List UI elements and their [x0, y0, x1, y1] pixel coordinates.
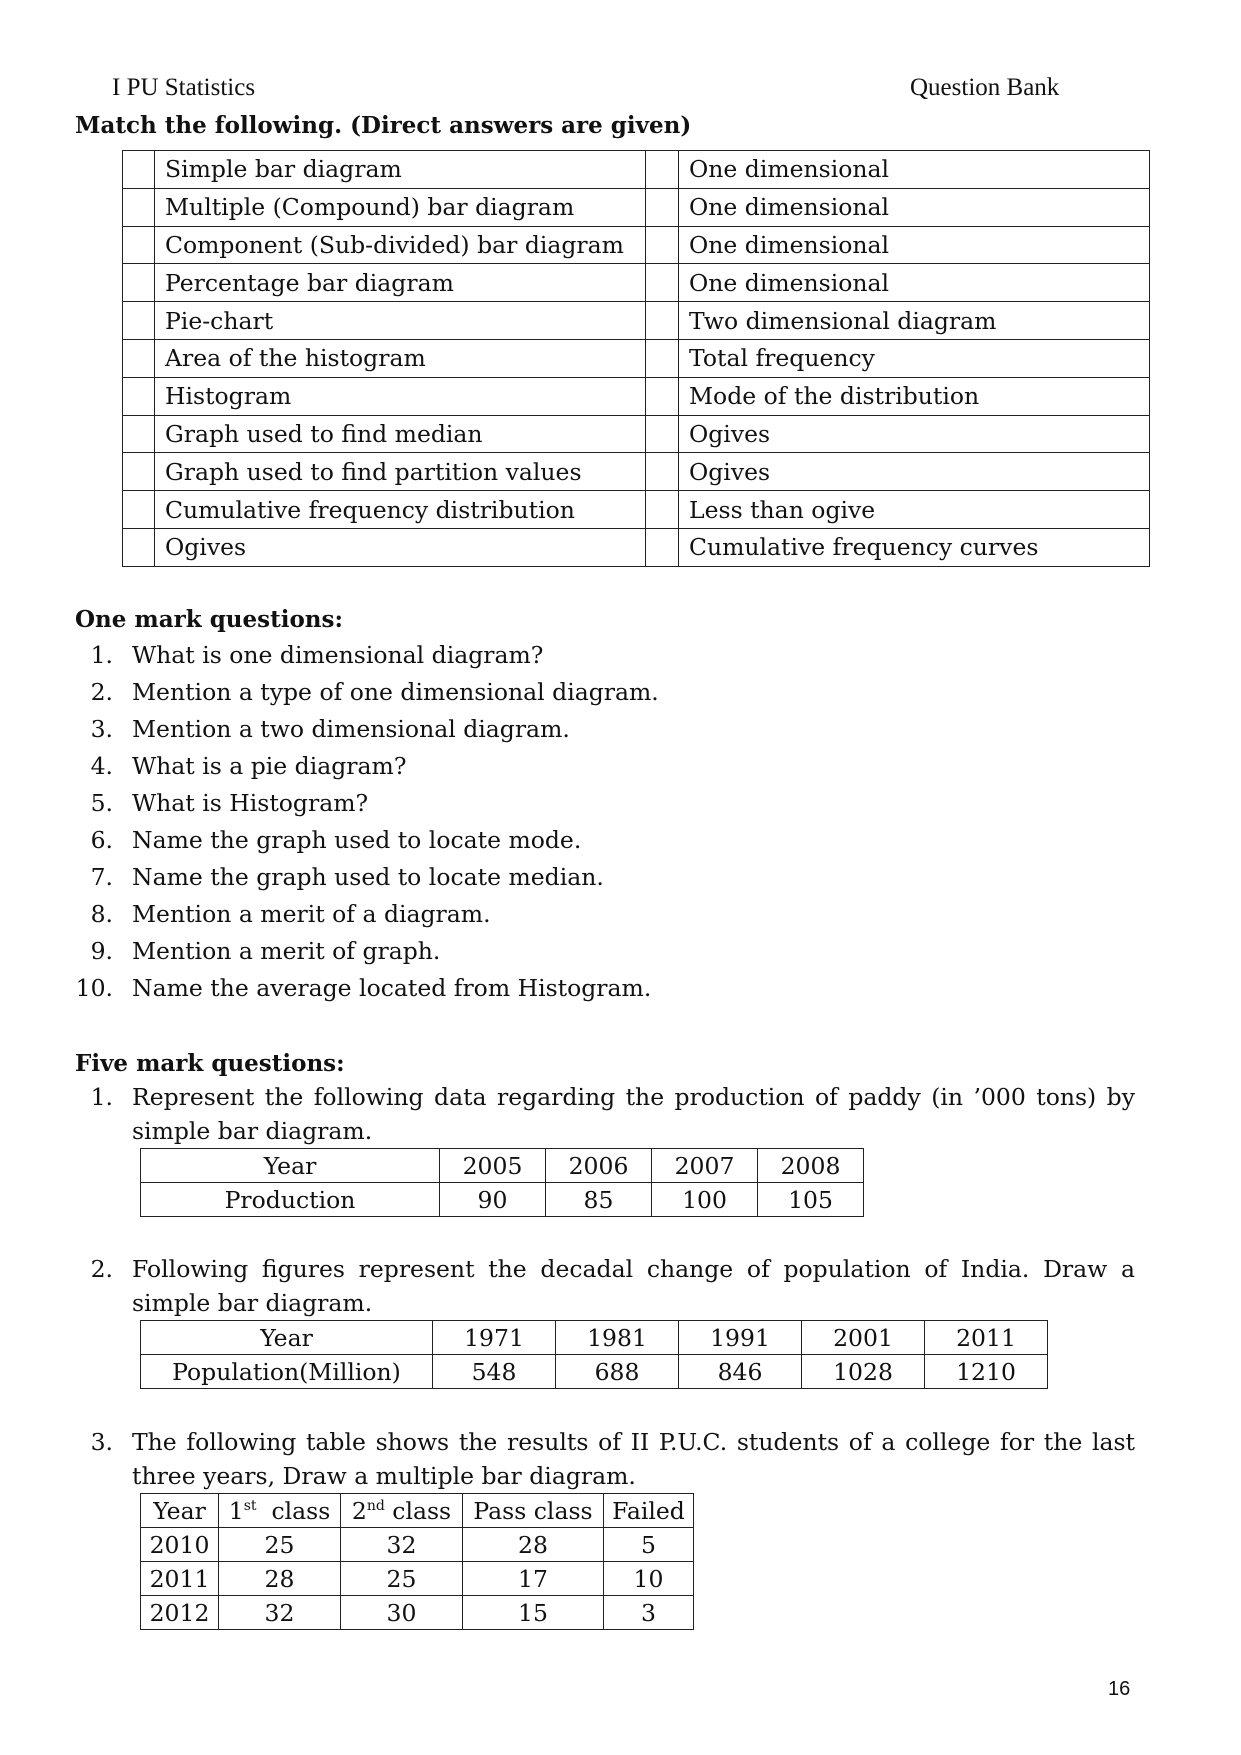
answer-blank-left — [123, 339, 155, 377]
match-row — [123, 302, 1150, 340]
match-row — [123, 188, 1150, 226]
results-table — [140, 1493, 694, 1630]
match-right-item: Less than ogive — [679, 491, 1150, 529]
table-header-cell: 1st class — [219, 1494, 341, 1528]
match-left-item: Component (Sub-divided) bar diagram — [155, 226, 646, 264]
table-cell: 846 — [679, 1355, 802, 1389]
question-text: Mention a type of one dimensional diagram. — [132, 678, 659, 706]
match-right-item: One dimensional — [679, 151, 1150, 189]
table-cell: 10 — [604, 1562, 694, 1596]
question-number: 1. — [90, 641, 113, 669]
match-row — [123, 528, 1150, 566]
table-header-cell: Failed — [604, 1494, 694, 1528]
match-row — [123, 264, 1150, 302]
question-text: Name the graph used to locate mode. — [132, 826, 582, 854]
question-text: The following table shows the results of II P.U.C. students of a college for the last three years, Draw a multiple bar diagram. — [132, 1428, 1135, 1490]
question-number: 3. — [90, 1428, 113, 1456]
table-cell: 2005 — [440, 1149, 546, 1183]
match-table — [122, 150, 1150, 567]
table-header-cell: Pass class — [463, 1494, 604, 1528]
table-header-cell: Production — [141, 1183, 440, 1217]
question-text: What is one dimensional diagram? — [132, 641, 544, 669]
table-row — [141, 1321, 1048, 1355]
table-cell: 3 — [604, 1596, 694, 1630]
match-left-item: Multiple (Compound) bar diagram — [155, 188, 646, 226]
answer-blank-right — [646, 528, 679, 566]
table-cell: 15 — [463, 1596, 604, 1630]
table-row — [141, 1562, 694, 1596]
table-header-cell: Year — [141, 1494, 219, 1528]
list-item — [75, 641, 544, 678]
list-item — [75, 789, 369, 826]
question-text: Mention a merit of a diagram. — [132, 900, 491, 928]
table-cell: 30 — [341, 1596, 463, 1630]
list-item — [75, 937, 441, 974]
five-mark-question-1 — [75, 1080, 1135, 1150]
question-number: 8. — [90, 900, 113, 928]
table-cell: 85 — [546, 1183, 652, 1217]
answer-blank-left — [123, 226, 155, 264]
match-left-item: Pie-chart — [155, 302, 646, 340]
match-left-item: Percentage bar diagram — [155, 264, 646, 302]
table-cell: 100 — [652, 1183, 758, 1217]
table-cell: 688 — [556, 1355, 679, 1389]
page-number: 16 — [1108, 1678, 1131, 1700]
match-row — [123, 415, 1150, 453]
table-header-row — [141, 1494, 694, 1528]
table-cell: 2012 — [141, 1596, 219, 1630]
answer-blank-right — [646, 377, 679, 415]
paddy-production-table — [140, 1148, 864, 1217]
table-cell: 2001 — [802, 1321, 925, 1355]
match-right-item: Mode of the distribution — [679, 377, 1150, 415]
table-cell: 5 — [604, 1528, 694, 1562]
five-mark-question-3 — [75, 1425, 1135, 1495]
question-text: Following figures represent the decadal change of population of India. Draw a simple bar diagram. — [132, 1255, 1135, 1317]
table-row — [141, 1355, 1048, 1389]
match-row — [123, 453, 1150, 491]
table-cell: 28 — [463, 1528, 604, 1562]
table-row — [141, 1149, 864, 1183]
match-left-item: Graph used to find median — [155, 415, 646, 453]
answer-blank-left — [123, 491, 155, 529]
table-cell: 2011 — [141, 1562, 219, 1596]
answer-blank-left — [123, 264, 155, 302]
table-cell: 2008 — [758, 1149, 864, 1183]
match-row — [123, 151, 1150, 189]
question-text: Name the graph used to locate median. — [132, 863, 604, 891]
list-item — [75, 678, 659, 715]
match-right-item: Two dimensional diagram — [679, 302, 1150, 340]
match-row — [123, 377, 1150, 415]
match-right-item: Total frequency — [679, 339, 1150, 377]
table-header-cell: 2nd class — [341, 1494, 463, 1528]
question-number: 7. — [90, 863, 113, 891]
match-left-item: Simple bar diagram — [155, 151, 646, 189]
list-item — [75, 826, 582, 863]
question-text: Mention a merit of graph. — [132, 937, 441, 965]
five-mark-title: Five mark questions: — [75, 1050, 345, 1077]
match-left-item: Graph used to find partition values — [155, 453, 646, 491]
list-item — [75, 752, 407, 789]
table-header-cell: Population(Million) — [141, 1355, 433, 1389]
table-cell: 105 — [758, 1183, 864, 1217]
match-left-item: Histogram — [155, 377, 646, 415]
question-number: 9. — [90, 937, 113, 965]
table-cell: 548 — [433, 1355, 556, 1389]
table-cell: 1971 — [433, 1321, 556, 1355]
answer-blank-left — [123, 453, 155, 491]
table-cell: 25 — [341, 1562, 463, 1596]
answer-blank-right — [646, 415, 679, 453]
answer-blank-right — [646, 339, 679, 377]
answer-blank-left — [123, 377, 155, 415]
list-item — [75, 974, 652, 1011]
answer-blank-left — [123, 151, 155, 189]
table-cell: 1981 — [556, 1321, 679, 1355]
table-row — [141, 1528, 694, 1562]
match-right-item: Cumulative frequency curves — [679, 528, 1150, 566]
table-cell: 90 — [440, 1183, 546, 1217]
answer-blank-right — [646, 188, 679, 226]
table-cell: 2007 — [652, 1149, 758, 1183]
table-header-cell: Year — [141, 1149, 440, 1183]
question-number: 5. — [90, 789, 113, 817]
question-text: What is a pie diagram? — [132, 752, 407, 780]
match-left-item: Cumulative frequency distribution — [155, 491, 646, 529]
answer-blank-right — [646, 491, 679, 529]
question-number: 2. — [90, 1255, 113, 1283]
table-row — [141, 1183, 864, 1217]
table-cell: 32 — [219, 1596, 341, 1630]
table-cell: 2011 — [925, 1321, 1048, 1355]
table-row — [141, 1596, 694, 1630]
match-left-item: Ogives — [155, 528, 646, 566]
match-row — [123, 339, 1150, 377]
table-header-cell: Year — [141, 1321, 433, 1355]
table-cell: 1210 — [925, 1355, 1048, 1389]
table-cell: 1991 — [679, 1321, 802, 1355]
match-section-title: Match the following. (Direct answers are given) — [75, 112, 692, 139]
question-number: 3. — [90, 715, 113, 743]
question-text: Name the average located from Histogram. — [132, 974, 652, 1002]
match-right-item: Ogives — [679, 453, 1150, 491]
match-row — [123, 491, 1150, 529]
question-text: Mention a two dimensional diagram. — [132, 715, 570, 743]
table-cell: 1028 — [802, 1355, 925, 1389]
table-cell: 25 — [219, 1528, 341, 1562]
answer-blank-right — [646, 302, 679, 340]
answer-blank-right — [646, 151, 679, 189]
answer-blank-right — [646, 264, 679, 302]
table-cell: 32 — [341, 1528, 463, 1562]
five-mark-question-2 — [75, 1252, 1135, 1322]
answer-blank-left — [123, 528, 155, 566]
match-right-item: One dimensional — [679, 226, 1150, 264]
question-number: 10. — [75, 974, 113, 1002]
answer-blank-left — [123, 415, 155, 453]
answer-blank-right — [646, 453, 679, 491]
population-table — [140, 1320, 1048, 1389]
header-subject: I PU Statistics — [112, 74, 256, 101]
question-number: 6. — [90, 826, 113, 854]
question-text: What is Histogram? — [132, 789, 369, 817]
match-right-item: One dimensional — [679, 264, 1150, 302]
table-cell: 28 — [219, 1562, 341, 1596]
match-right-item: Ogives — [679, 415, 1150, 453]
match-right-item: One dimensional — [679, 188, 1150, 226]
question-number: 2. — [90, 678, 113, 706]
match-row — [123, 226, 1150, 264]
question-number: 4. — [90, 752, 113, 780]
one-mark-question-list — [75, 641, 659, 1011]
one-mark-title: One mark questions: — [75, 606, 343, 633]
question-number: 1. — [90, 1083, 113, 1111]
question-text: Represent the following data regarding the production of paddy (in ’000 tons) by simple bar diagram. — [132, 1083, 1135, 1145]
list-item — [75, 863, 604, 900]
list-item — [75, 900, 491, 937]
list-item — [75, 715, 570, 752]
match-left-item: Area of the histogram — [155, 339, 646, 377]
table-cell: 17 — [463, 1562, 604, 1596]
header-title: Question Bank — [910, 74, 1060, 101]
table-cell: 2010 — [141, 1528, 219, 1562]
table-cell: 2006 — [546, 1149, 652, 1183]
answer-blank-left — [123, 188, 155, 226]
answer-blank-right — [646, 226, 679, 264]
answer-blank-left — [123, 302, 155, 340]
